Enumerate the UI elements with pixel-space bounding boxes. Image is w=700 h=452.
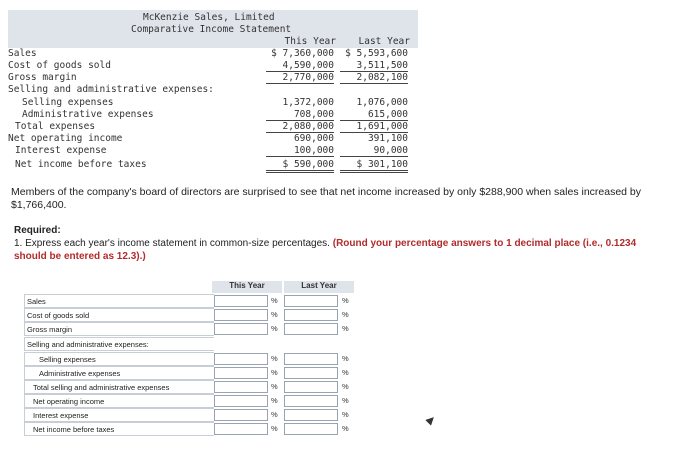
- rounding-note: (Round your percentage answers to 1 decimal place (i.e., 0.1234 should be entered as 12.3).): [14, 238, 637, 262]
- required-text: 1. Express each year's income statement in common-size percentages.: [14, 238, 330, 249]
- answer-row-label: Total selling and administrative expenses: [24, 380, 214, 394]
- row-label: Selling expenses: [22, 97, 114, 108]
- this-year-value: 100,000: [266, 145, 334, 157]
- answer-row-cogs: [18, 308, 358, 322]
- row-label: Net income before taxes: [15, 159, 147, 170]
- answer-row-label: Administrative expenses: [24, 366, 214, 380]
- answer-row-gross-margin: [18, 322, 358, 336]
- statement-row-admin: [0, 109, 420, 121]
- percent-sign: %: [342, 354, 349, 363]
- row-label: Net operating income: [8, 133, 123, 144]
- this-year-input[interactable]: [214, 409, 268, 421]
- last-year-value: $ 301,100: [340, 159, 408, 173]
- percent-sign: %: [271, 424, 278, 433]
- row-label: Selling and administrative expenses:: [8, 84, 214, 95]
- percent-sign: %: [271, 296, 278, 305]
- statement-row-selling: [0, 97, 420, 109]
- answer-table: [18, 281, 358, 441]
- statement-row-net-operating-income: [0, 133, 420, 145]
- answer-row-label: Cost of goods sold: [24, 308, 214, 322]
- row-label: Sales: [8, 48, 37, 59]
- percent-sign: %: [271, 368, 278, 377]
- percent-sign: %: [271, 354, 278, 363]
- statement-row-net-income: [0, 159, 420, 171]
- last-year-value: 1,076,000: [356, 97, 408, 108]
- row-label: Cost of goods sold: [8, 60, 111, 71]
- last-year-value: 1,691,000: [340, 121, 408, 133]
- statement-row-cogs: [0, 60, 420, 72]
- answer-this-year-header: This Year: [212, 281, 282, 293]
- answer-row-net-operating-income: [18, 394, 358, 408]
- row-label: Interest expense: [15, 145, 107, 156]
- answer-row-total-sga: [18, 380, 358, 394]
- statement-row-total-expenses: [0, 121, 420, 133]
- this-year-value: $ 590,000: [266, 159, 334, 173]
- this-year-value: 708,000: [266, 109, 334, 121]
- this-year-input[interactable]: [214, 423, 268, 435]
- percent-sign: %: [342, 382, 349, 391]
- percent-sign: %: [342, 324, 349, 333]
- percent-sign: %: [271, 382, 278, 391]
- last-year-input[interactable]: [284, 381, 338, 393]
- this-year-value: 690,000: [293, 133, 334, 144]
- percent-sign: %: [342, 296, 349, 305]
- answer-row-selling: [18, 352, 358, 366]
- last-year-value: 90,000: [340, 145, 408, 157]
- percent-sign: %: [342, 310, 349, 319]
- last-year-input[interactable]: [284, 295, 338, 307]
- company-name: McKenzie Sales, Limited: [143, 12, 275, 23]
- this-year-input[interactable]: [214, 323, 268, 335]
- this-year-input[interactable]: [214, 381, 268, 393]
- answer-row-label: Net income before taxes: [24, 422, 214, 436]
- percent-sign: %: [271, 310, 278, 319]
- answer-row-label: Net operating income: [24, 394, 214, 408]
- answer-row-label: Selling and administrative expenses:: [24, 337, 214, 351]
- this-year-input[interactable]: [214, 309, 268, 321]
- answer-row-admin: [18, 366, 358, 380]
- this-year-value: 4,590,000: [266, 60, 334, 72]
- answer-last-year-header: Last Year: [284, 281, 354, 293]
- percent-sign: %: [271, 410, 278, 419]
- this-year-value: $ 7,360,000: [271, 48, 334, 59]
- row-label: Administrative expenses: [22, 109, 154, 120]
- statement-row-interest: [0, 145, 420, 157]
- last-year-input[interactable]: [284, 423, 338, 435]
- this-year-value: 1,372,000: [282, 97, 334, 108]
- row-label: Gross margin: [8, 72, 77, 83]
- last-year-header: Last Year: [358, 36, 410, 47]
- percent-sign: %: [342, 424, 349, 433]
- income-statement: [0, 8, 420, 178]
- answer-row-sga-heading: [18, 337, 358, 351]
- percent-sign: %: [271, 324, 278, 333]
- answer-row-net-income: [18, 422, 358, 436]
- last-year-value: $ 5,593,600: [345, 48, 408, 59]
- this-year-input[interactable]: [214, 395, 268, 407]
- statement-row-sales: [0, 48, 420, 60]
- answer-row-label: Sales: [24, 294, 214, 308]
- last-year-value: 3,511,500: [340, 60, 408, 72]
- percent-sign: %: [342, 396, 349, 405]
- last-year-input[interactable]: [284, 309, 338, 321]
- answer-row-label: Selling expenses: [24, 352, 214, 366]
- this-year-header: This Year: [284, 36, 336, 47]
- answer-row-interest: [18, 408, 358, 422]
- statement-row-sga-heading: [0, 84, 420, 96]
- mouse-cursor-icon: [425, 414, 436, 425]
- percent-sign: %: [342, 368, 349, 377]
- percent-sign: %: [342, 410, 349, 419]
- last-year-value: 391,100: [367, 133, 408, 144]
- answer-row-label: Gross margin: [24, 322, 214, 336]
- answer-row-label: Interest expense: [24, 408, 214, 422]
- required-instructions: [14, 237, 654, 263]
- last-year-value: 615,000: [340, 109, 408, 121]
- last-year-input[interactable]: [284, 353, 338, 365]
- last-year-input[interactable]: [284, 409, 338, 421]
- percent-sign: %: [271, 396, 278, 405]
- last-year-value: 2,082,100: [340, 72, 408, 84]
- row-label: Total expenses: [15, 121, 96, 132]
- problem-paragraph: Members of the company's board of directors are surprised to see that net income increased by only $288,900 when sales increased by $1,766,400.: [11, 186, 642, 211]
- statement-row-gross-margin: [0, 72, 420, 84]
- this-year-input[interactable]: [214, 353, 268, 365]
- required-section: [14, 224, 654, 263]
- last-year-input[interactable]: [284, 367, 338, 379]
- required-title: Required:: [14, 225, 61, 236]
- this-year-input[interactable]: [214, 295, 268, 307]
- this-year-value: 2,080,000: [266, 121, 334, 133]
- answer-row-sales: [18, 294, 358, 308]
- statement-subtitle: Comparative Income Statement: [131, 24, 292, 35]
- this-year-input[interactable]: [214, 367, 268, 379]
- last-year-input[interactable]: [284, 395, 338, 407]
- last-year-input[interactable]: [284, 323, 338, 335]
- this-year-value: 2,770,000: [266, 72, 334, 84]
